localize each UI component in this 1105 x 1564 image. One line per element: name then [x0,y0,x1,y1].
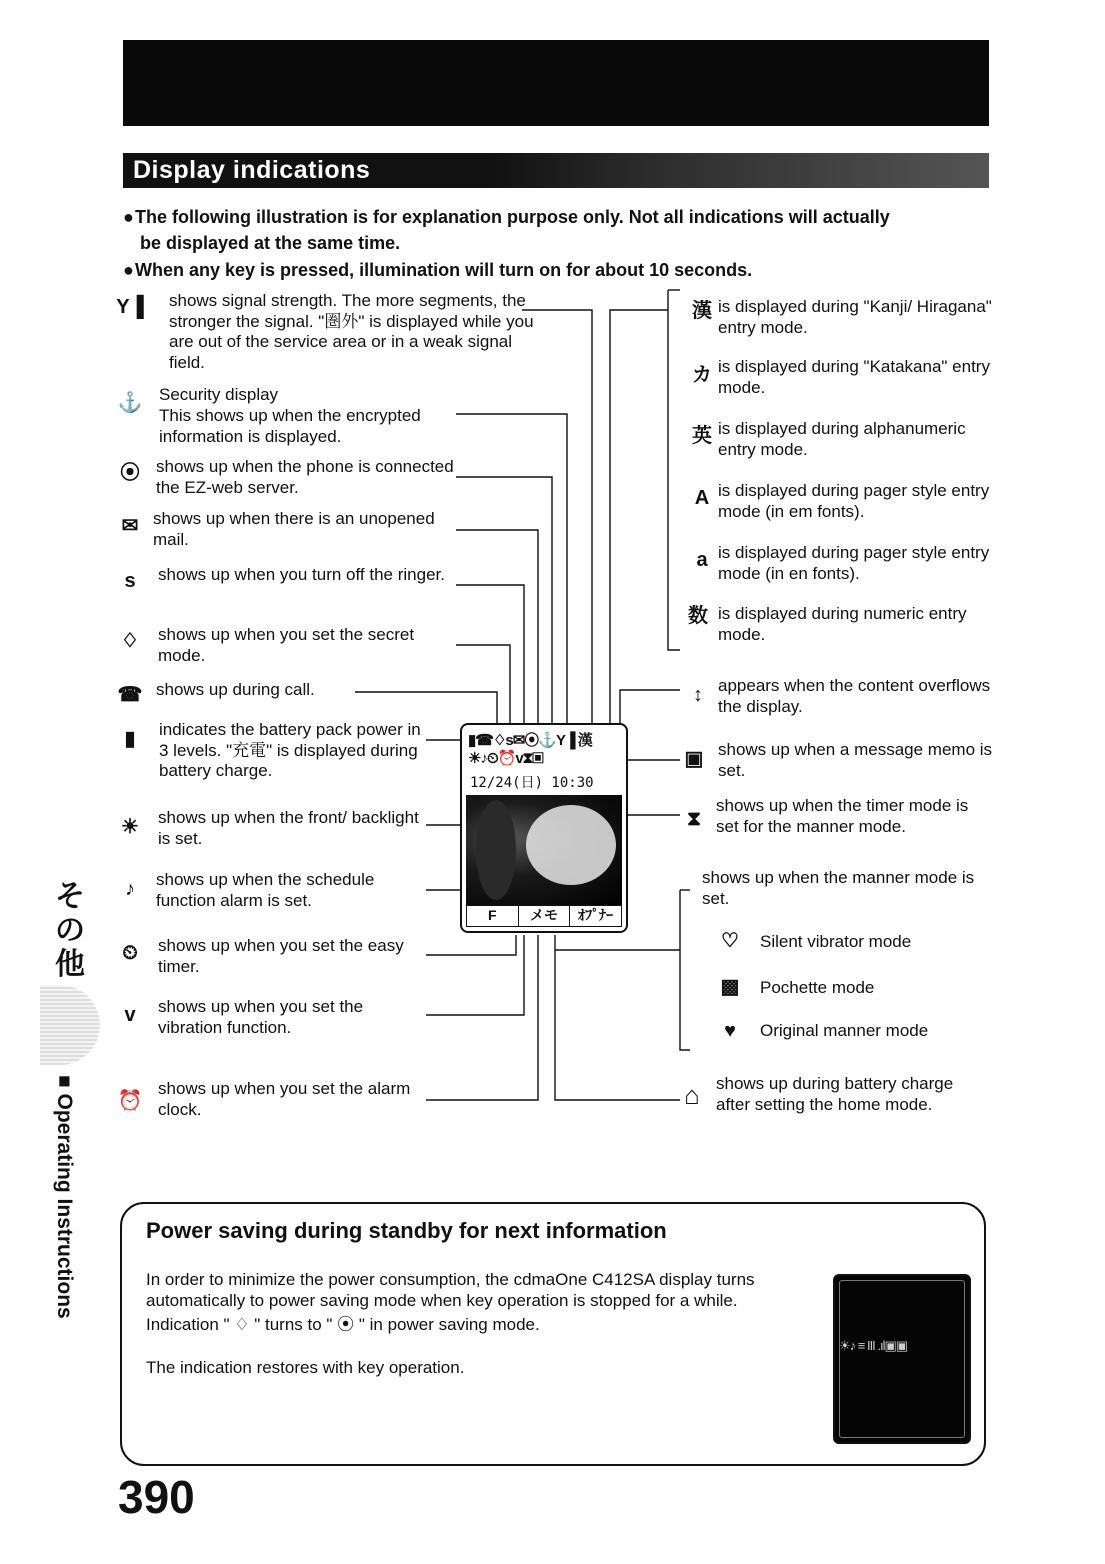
standby-screen-illustration [833,1274,971,1444]
power-saving-title: Power saving during standby for next information [146,1218,667,1243]
timer-manner-text: shows up when the timer mode is set for the manner mode. [716,796,969,836]
secret-mode-icon: ♢ [121,630,139,652]
easy-timer-text: shows up when you set the easy timer. [158,936,404,976]
ezweb-icon: ⦿ [120,462,140,484]
secret-mode-text: shows up when you set the secret mode. [158,625,415,665]
power-saving-para-3: The indication restores with key operation. [146,1357,465,1377]
backlight-text: shows up when the front/ backlight is set. [158,808,419,848]
security-icon: ⚓ [117,392,143,414]
alphanumeric-mode-text: is displayed during alphanumeric entry mode. [718,419,966,459]
scroll-icon: ↕ [693,684,703,706]
phone-softkeys [466,905,622,927]
pager-em-icon: A [694,487,710,509]
bullet-note-2: ●When any key is pressed, illumination will turn on for about 10 seconds. [123,260,753,280]
original-manner-icon: ♥ [724,1020,736,1042]
pager-en-icon: a [696,549,708,571]
section-title: Display indications [133,156,371,184]
softkey-manner: ｵﾌﾟﾅｰ [578,907,614,923]
battery-icon: ▮ [124,728,136,750]
security-title: Security display [159,385,279,404]
silent-vibrator-icon: ♡ [721,930,739,952]
vibration-text: shows up when you set the vibration function. [158,997,364,1037]
original-manner-text: Original manner mode [760,1021,929,1040]
kanji-mode-icon: 漢 [692,300,712,322]
page-number: 390 [118,1471,195,1523]
alarm-clock-icon: ⏰ [117,1090,143,1112]
message-memo-icon: ▣ [684,748,704,770]
call-icon: ☎ [117,684,143,706]
battery-text: indicates the battery pack power in 3 levels. "充電" is displayed during battery charge. [159,720,421,780]
timer-manner-icon: ⧗ [686,808,702,830]
softkey-f: F [467,906,519,926]
schedule-alarm-icon: ♪ [125,878,135,900]
katakana-mode-icon: カ [692,364,712,386]
home-mode-text: shows up during battery charge after setting the home mode. [716,1074,954,1114]
alphanumeric-mode-icon: 英 [692,425,712,447]
numeric-mode-text: is displayed during numeric entry mode. [718,604,967,644]
kanji-mode-text: is displayed during "Kanji/ Hiragana" entry mode. [718,297,992,337]
bullet-note-1: ●The following illustration is for explanation purpose only. Not all indications will actually [123,207,890,227]
numeric-mode-icon: 数 [688,605,708,627]
side-tab-label: ■ Operating Instructions [53,1075,76,1319]
standby-icons: ☀♪ ≡ III .ıl▣▣ [839,1338,908,1353]
power-saving-body [146,1270,811,1382]
backlight-icon: ☀ [121,816,139,838]
call-text: shows up during call. [156,680,315,699]
softkey-memo: メモ [519,906,571,926]
pager-em-text: is displayed during pager style entry mode (in em fonts). [718,481,990,521]
pochette-icon: ▩ [720,976,740,998]
ezweb-text: shows up when the phone is connected the EZ-web server. [156,457,454,497]
power-saving-para-2: Indication " ♢ " turns to " ⦿ " in power saving mode. [146,1315,540,1334]
phone-status-row-1: ▮☎♢s✉⦿⚓Y▐ 漢 [468,732,592,749]
mail-text: shows up when there is an unopened mail. [153,509,435,549]
phone-wallpaper [466,795,622,905]
security-text: This shows up when the encrypted information is displayed. [159,406,421,446]
vibration-icon: v [124,1004,136,1026]
scroll-text: appears when the content overflows the display. [718,676,991,716]
power-saving-para-1: In order to minimize the power consumption, the cdmaOne C412SA display turns automatically to power saving mode when key operation is stopped for a while. [146,1270,755,1310]
pager-en-text: is displayed during pager style entry mode (in en fonts). [718,543,990,583]
side-tab-japanese: その他 [55,880,85,981]
manner-mode-text: shows up when the manner mode is set. [702,868,975,908]
power-saving-box [120,1202,986,1466]
ringer-off-text: shows up when you turn off the ringer. [158,565,445,584]
bullet-note-1-cont: be displayed at the same time. [140,233,401,253]
katakana-mode-text: is displayed during "Katakana" entry mode. [718,357,990,397]
phone-display [460,723,628,933]
message-memo-text: shows up when a message memo is set. [718,740,993,780]
pochette-text: Pochette mode [760,978,875,997]
alarm-clock-text: shows up when you set the alarm clock. [158,1079,411,1119]
ringer-off-icon: s [124,570,136,592]
phone-date-time: 12/24(日) 10:30 [470,775,594,791]
schedule-alarm-text: shows up when the schedule function alarm is set. [156,870,375,910]
signal-strength-text: shows signal strength. The more segments, the stronger the signal. "圏外" is displayed while you are out of the service area or in a weak signal field. [169,291,534,372]
home-mode-icon: ⌂ [684,1080,700,1110]
mail-icon: ✉ [121,515,139,537]
phone-status-row-2: ☀♪⏲⏰v⧗▣ [468,750,543,767]
silent-vibrator-text: Silent vibrator mode [760,932,912,951]
signal-strength-icon: Y▐ [116,296,144,318]
easy-timer-icon: ⏲ [122,942,138,964]
